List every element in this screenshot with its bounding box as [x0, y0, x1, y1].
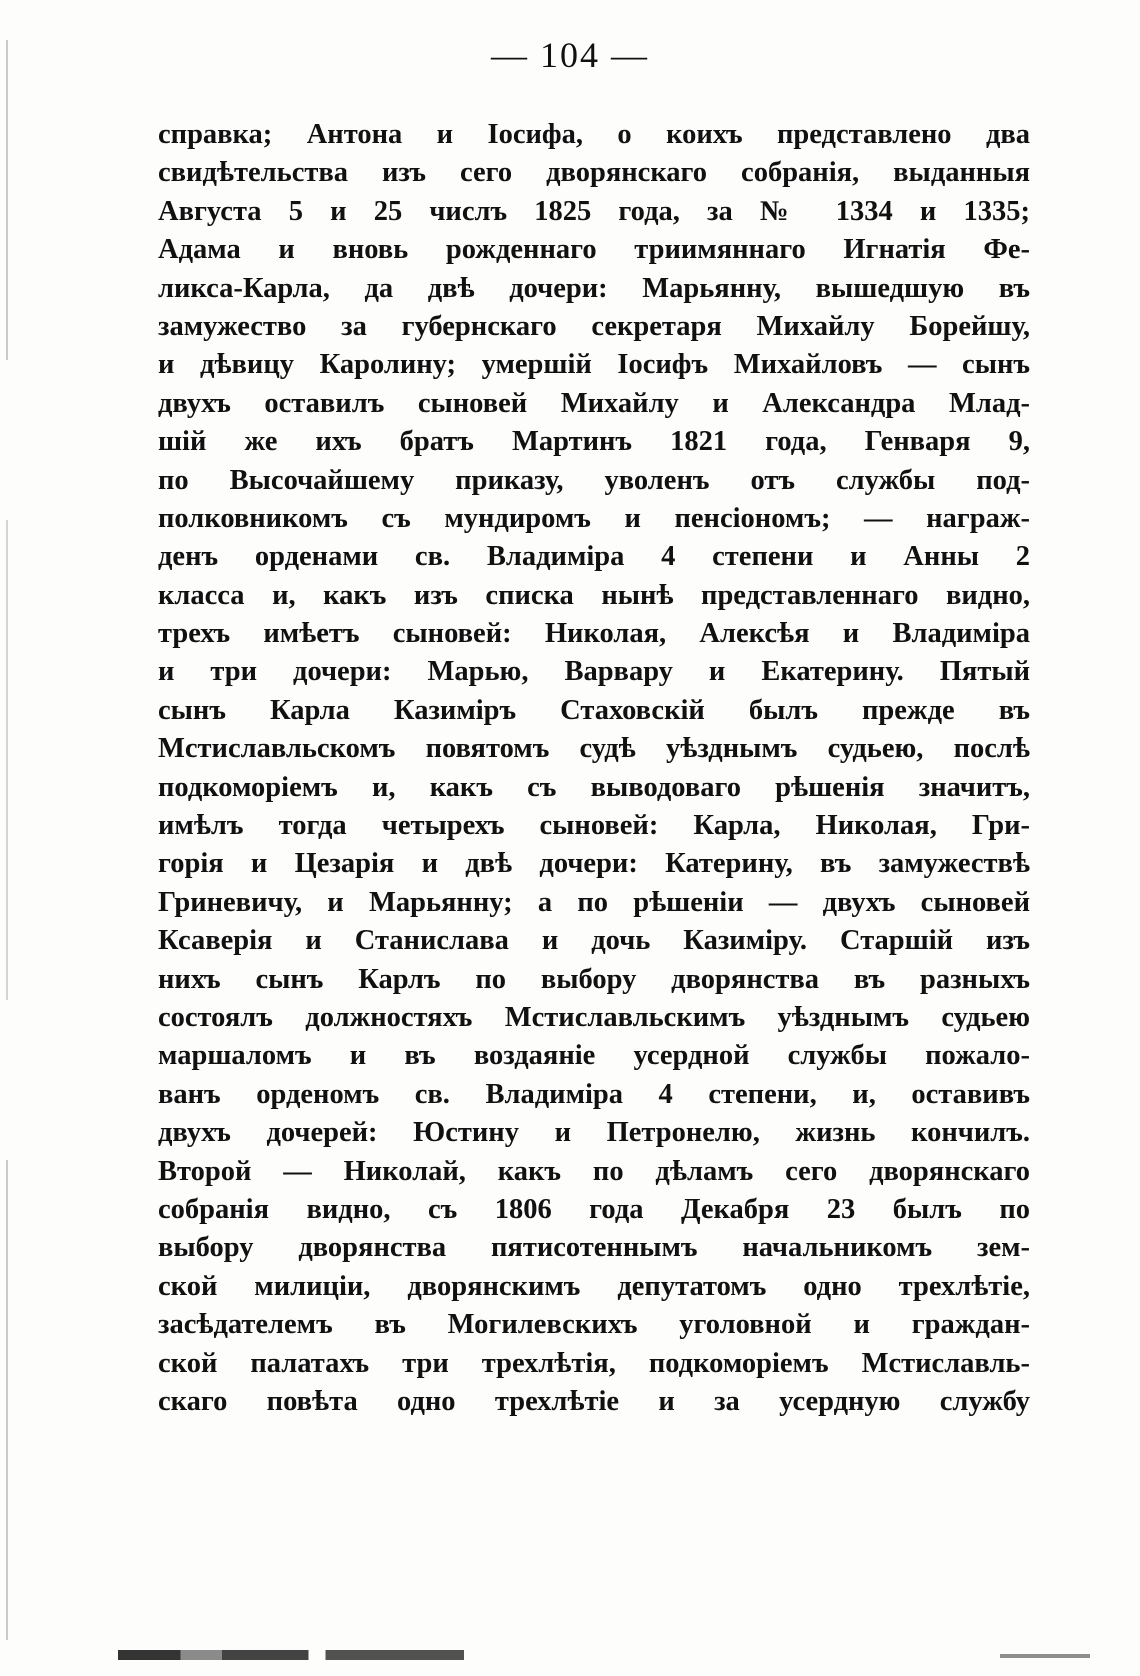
text-line: Мстиславльскомъ повятомъ судѣ уѣзднымъ судьею, послѣ	[158, 733, 1030, 765]
text-line: и три дочери: Марью, Варвару и Екатерину. Пятый	[158, 656, 1030, 688]
text-line: денъ орденами св. Владиміра 4 степени и Анны 2	[158, 541, 1030, 573]
page-number: — 104 —	[491, 35, 649, 75]
text-line: полковникомъ съ мундиромъ и пенсіономъ; — награж-	[158, 502, 1030, 534]
text-line: собранія видно, съ 1806 года Декабря 23 былъ по	[158, 1193, 1030, 1225]
text-line: нихъ сынъ Карлъ по выбору дворянства въ разныхъ	[158, 963, 1030, 995]
text-line: выбору дворянства пятисотеннымъ начальникомъ зем-	[158, 1232, 1030, 1264]
text-line: ванъ орденомъ св. Владиміра 4 степени, и, оставивъ	[158, 1078, 1030, 1110]
text-line: Ксаверія и Станислава и дочь Казиміру. Старшій изъ	[158, 925, 1030, 957]
text-line: ликса-Карла, да двѣ дочери: Марьянну, вышедшую въ	[158, 272, 1030, 304]
text-line: состоялъ должностяхъ Мстиславльскимъ уѣзднымъ судьею	[158, 1001, 1030, 1033]
text-line: двухъ оставилъ сыновей Михайлу и Александра Млад-	[158, 387, 1030, 419]
text-line: имѣлъ тогда четырехъ сыновей: Карла, Николая, Гри-	[158, 810, 1030, 842]
text-line: ской милиціи, дворянскимъ депутатомъ одно трехлѣтіе,	[158, 1270, 1030, 1302]
text-line: двухъ дочерей: Юстину и Петронелю, жизнь кончилъ.	[158, 1117, 1030, 1149]
scan-artifact-rule	[118, 1650, 464, 1660]
text-line: Августа 5 и 25 числъ 1825 года, за № 1334 и 1335;	[158, 195, 1030, 227]
text-line: сынъ Карла Казиміръ Стаховскій былъ прежде въ	[158, 694, 1030, 726]
text-line: маршаломъ и въ воздаяніе усердной службы пожало-	[158, 1040, 1030, 1072]
scan-artifact-rule	[1000, 1654, 1090, 1658]
text-line: трехъ имѣетъ сыновей: Николая, Алексѣя и Владиміра	[158, 618, 1030, 650]
text-line: Адама и вновь рожденнаго триимяннаго Игнатія Фе-	[158, 234, 1030, 266]
text-line: по Высочайшему приказу, уволенъ отъ службы под-	[158, 464, 1030, 496]
text-line: Второй — Николай, какъ по дѣламъ сего дворянскаго	[158, 1155, 1030, 1187]
text-line: справка; Антона и Іосифа, о коихъ представлено два	[158, 119, 1030, 150]
text-line: ской палатахъ три трехлѣтія, подкоморіемъ Мстиславль-	[158, 1347, 1030, 1379]
text-line: шій же ихъ братъ Мартинъ 1821 года, Генваря 9,	[158, 426, 1030, 458]
text-line: класса и, какъ изъ списка нынѣ представленнаго видно,	[158, 579, 1030, 611]
text-line: скаго повѣта одно трехлѣтіе и за усердную службу	[158, 1385, 1030, 1417]
text-line: горія и Цезарія и двѣ дочери: Катерину, въ замужествѣ	[158, 848, 1030, 880]
page-edge-shadow	[6, 40, 8, 1640]
text-line: замужество за губернскаго секретаря Михайлу Борейшу,	[158, 310, 1030, 342]
text-line: и дѣвицу Каролину; умершій Іосифъ Михайловъ — сынъ	[158, 349, 1030, 381]
text-line: свидѣтельства изъ сего дворянскаго собранія, выданныя	[158, 157, 1030, 189]
text-line: засѣдателемъ въ Могилевскихъ уголовной и граждан-	[158, 1309, 1030, 1341]
text-line: Гриневичу, и Марьянну; а по рѣшеніи — двухъ сыновей	[158, 886, 1030, 918]
text-line: подкоморіемъ и, какъ съ выводоваго рѣшенія значитъ,	[158, 771, 1030, 803]
body-text	[158, 116, 1030, 1421]
